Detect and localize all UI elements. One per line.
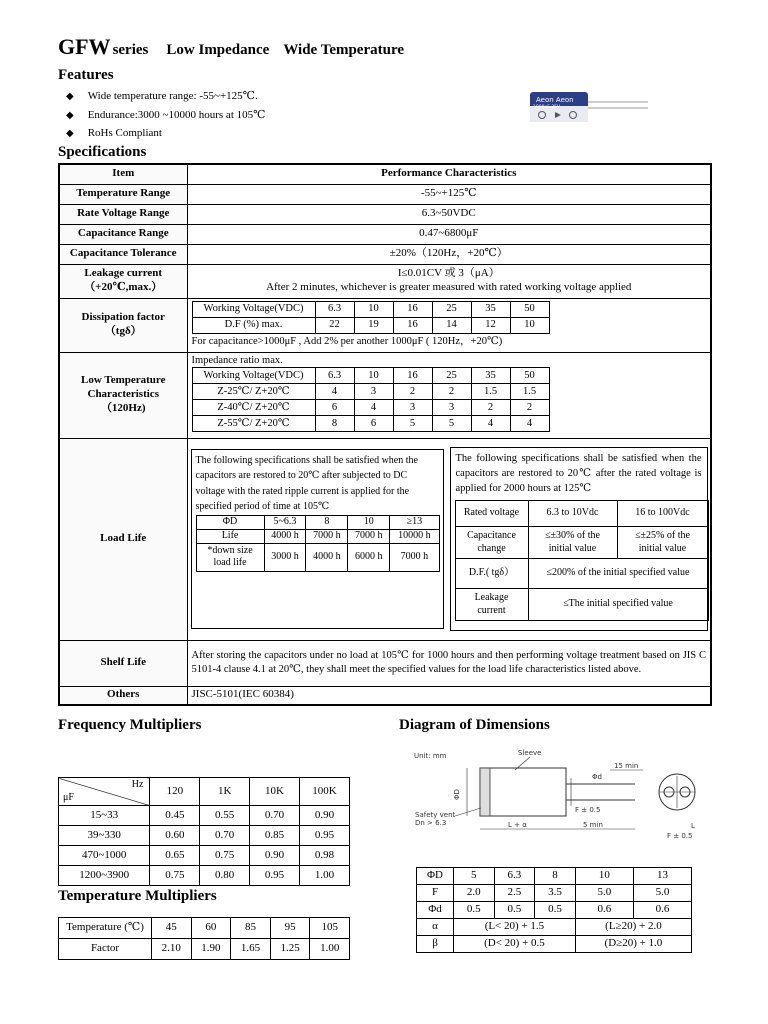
spec-row-temperature-range: Temperature Range -55~+125℃: [59, 184, 711, 204]
low-temp-caption: Impedance ratio max.: [191, 354, 283, 366]
load-life-left-box: The following specifications shall be satisfied when the capacitors are restored to 20℃ after subjected to DC voltage with the rated ripple current is applied for the specified period of time at 105℃ ΦD 5~6.3 8 10 ≥13 Life 4000 h 7000 h 7000 h 10000 h *down size load life 3000 h 4000 h 6000 h 7000 h: [191, 449, 444, 629]
l-label: L: [691, 822, 695, 830]
dimension-diagram: [405, 742, 705, 844]
specifications-table: [58, 163, 712, 706]
col-performance-header: Performance Characteristics: [187, 164, 711, 184]
dissipation-table: Working Voltage(VDC) 6.3 10 16 25 35 50 D.F (%) max. 22 19 16 14 12 10: [192, 301, 550, 334]
feature-item: ◆ RoHs Compliant: [66, 127, 162, 139]
spec-row-shelf-life: Shelf Life After storing the capacitors under no load at 105℃ for 1000 hours and then performing voltage treatment based on JIS C 5101-4 clause 4.1 at 20℃, they shall meet the specified values for the load life characteristics listed above.: [59, 640, 711, 686]
specifications-heading: Specifications: [58, 144, 147, 160]
page-title: [58, 34, 404, 60]
lead-min-label: 5 min: [583, 821, 603, 829]
spec-row-low-temperature: Low Temperature Characteristics （120Hz) Impedance ratio max. Working Voltage(VDC) 6.3 10 16 25 35 50 Z-25℃/ Z+20℃ 4 3 2 2 1.5 1.5 Z-40℃/ Z+20℃ 6 4 3 3 2 2 Z-55℃/ Z+20℃ 8 6 5 5 4 4: [59, 352, 711, 438]
spec-row-dissipation-factor: Dissipation factor （tgδ） Working Voltage(VDC) 6.3 10 16 25 35 50 D.F (%) max. 22 19 16 14 12 10 For capacitance>1000μF , Add 2% per another 1000μF ( 120Hz，+20℃): [59, 298, 711, 352]
lead-length-label: 15 min: [614, 762, 639, 770]
spec-row-capacitance-range: Capacitance Range 0.47~6800μF: [59, 224, 711, 244]
frequency-multipliers-heading: Frequency Multipliers: [58, 717, 202, 733]
bullet-icon: ◆: [66, 128, 74, 139]
dissipation-note: For capacitance>1000μF , Add 2% per another 1000μF ( 120Hz，+20℃): [191, 335, 503, 347]
series-word: series: [112, 42, 149, 58]
subtitle-low-impedance: Low Impedance: [166, 42, 270, 58]
dimensions-heading: Diagram of Dimensions: [399, 717, 550, 733]
temperature-multipliers-heading: Temperature Multipliers: [58, 888, 217, 904]
safety-vent-label: Safety vent: [415, 811, 456, 819]
capacitor-brand-text: Aeon Aeon: [536, 96, 574, 104]
spec-row-others: Others JISC-5101(IEC 60384): [59, 686, 711, 705]
f-label: F ± 0.5: [575, 806, 601, 814]
spec-header-row: [59, 164, 711, 184]
spec-row-rated-voltage: Rate Voltage Range 6.3~50VDC: [59, 204, 711, 224]
capacitor-body: [480, 768, 566, 816]
temperature-multipliers-table: Temperature (℃) 45 60 85 95 105 Factor 2.10 1.90 1.65 1.25 1.00: [58, 917, 350, 960]
phi-D-label: ΦD: [453, 789, 461, 800]
l-alpha-label: L + α: [508, 821, 527, 829]
subtitle-wide-temperature: Wide Temperature: [283, 42, 405, 58]
low-temp-table: Working Voltage(VDC) 6.3 10 16 25 35 50 Z-25℃/ Z+20℃ 4 3 2 2 1.5 1.5 Z-40℃/ Z+20℃ 6 4 3 3 2 2 Z-55℃/ Z+20℃ 8 6 5 5 4 4: [192, 367, 550, 432]
load-life-right-box: The following specifications shall be satisfied when the capacitors are restored to 20℃ after the rated voltage is applied for 2000 hours at 125℃ Rated voltage 6.3 to 10Vdc 16 to 100Vdc Capacitance change ≤±30% of the initial value ≤±25% of the initial value D.F.( tgδ） ≤200% of the initial specified value Leakage current ≤The initial specified value: [450, 447, 708, 631]
frequency-multipliers-table: Hz μF 120 1K 10K 100K 15~33 0.45 0.55 0.70 0.90 39~330 0.60 0.70 0.85 0.95 470~1000 0.65 0.75 0.90 0.98 1200~3900 0.75 0.80 0.95 1.00: [58, 777, 350, 886]
model-name: GFW: [58, 34, 111, 59]
phi-d-label: Φd: [592, 773, 602, 781]
feature-item: ◆ Wide temperature range: -55~+125℃.: [66, 90, 258, 102]
sleeve-label: Sleeve: [518, 749, 542, 757]
end-view-f-label: F ± 0.5: [667, 832, 693, 840]
load-life-hours-table: ΦD 5~6.3 8 10 ≥13 Life 4000 h 7000 h 7000 h 10000 h *down size load life 3000 h 4000 h 6000 h 7000 h: [196, 515, 440, 572]
feature-item: ◆ Endurance:3000 ~10000 hours at 105℃: [66, 109, 266, 121]
load-life-criteria-table: Rated voltage 6.3 to 10Vdc 16 to 100Vdc Capacitance change ≤±30% of the initial value ≤±25% of the initial value D.F.( tgδ） ≤200% of the initial specified value Leakage current ≤The initial specified value: [455, 500, 709, 621]
spec-row-load-life: Load Life The following specifications shall be satisfied when the capacitors are restored to 20℃ after subjected to DC voltage with the rated ripple current is applied for the specified period of time at 105℃ ΦD 5~6.3 8 10 ≥13 Life 4000 h 7000 h 7000 h 10000 h *down size load life 3000 h 4000 h 6000 h 7000 h The following specifications shall be satisfied when the capacitors are restored to 20℃ after the rated voltage is applied for 2000 hours at 125℃ Rated voltage 6.3 to 10Vdc 16 to 100Vdc Capacitance change ≤±30% of the initial value ≤±25% of the initial value D.F.( tgδ） ≤200% of the initial specified value Leakage current ≤The initial specified value: [59, 438, 711, 640]
capacitor-code-text: 1000uF 35V: [533, 105, 561, 110]
col-item-header: Item: [59, 164, 187, 184]
spec-row-capacitance-tolerance: Capacitance Tolerance ±20%（120Hz，+20℃）: [59, 244, 711, 264]
unit-label: Unit: mm: [414, 752, 447, 760]
spec-row-leakage-current: Leakage current （+20℃,max.） I≤0.01CV 或 3（μA） After 2 minutes, whichever is greater measured with rated working voltage applied: [59, 264, 711, 298]
corner-cell: Hz μF: [59, 778, 150, 806]
bullet-icon: ◆: [66, 91, 74, 102]
capacitor-photo: [528, 86, 650, 126]
features-heading: Features: [58, 67, 114, 83]
dimensions-table: ΦD 5 6.3 8 10 13 F 2.0 2.5 3.5 5.0 5.0 Φd 0.5 0.5 0.5 0.6 0.6 α (L< 20) + 1.5 (L≥20) + 2.0 β (D< 20) + 0.5 (D≥20) + 1.0: [416, 867, 692, 953]
bullet-icon: ◆: [66, 110, 74, 121]
safety-vent-condition: Dn > 6.3: [415, 819, 447, 827]
